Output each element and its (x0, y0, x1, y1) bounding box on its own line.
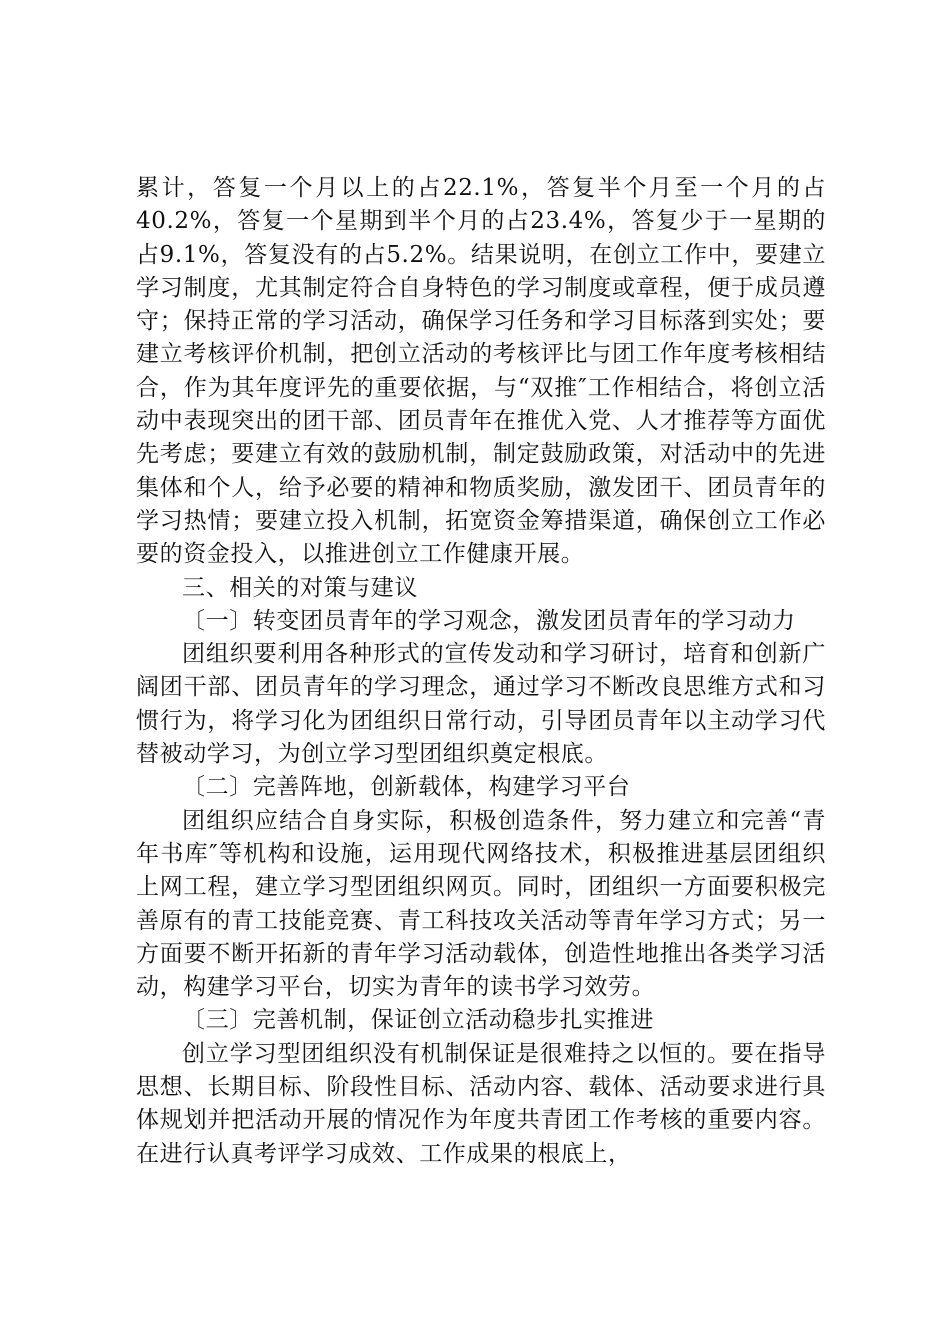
body-paragraph-3: 创立学习型团组织没有机制保证是很难持之以恒的。要在指导思想、长期目标、阶段性目标、活动内容、载体、活动要求进行具体规划并把活动开展的情况作为年度共青团工作考核的重要内容。在进行认真考评学习成效、工作成果的根底上， (136, 1040, 826, 1167)
subsection-heading-1: 〔一〕转变团员青年的学习观念，激发团员青年的学习动力 (182, 607, 796, 634)
body-paragraph-2: 团组织应结合自身实际，积极创造条件，努力建立和完善“青年书库″等机构和设施，运用现代网络技术，积极推进基层团组织上网工程，建立学习型团组织网页。同时，团组织一方面要积极完善原有的青工技能竞赛、青工科技攻关活动等青年学习方式；另一方面要不断开拓新的青年学习活动载体，创造性地推出各类学习活动，构建学习平台，切实为青年的读书学习效劳。 (136, 807, 826, 1001)
document-page (136, 172, 826, 1171)
subsection-heading-2: 〔二〕完善阵地，创新载体，构建学习平台 (182, 774, 631, 801)
body-paragraph-continued: 累计，答复一个月以上的占22.1%，答复半个月至一个月的占40.2%，答复一个星期到半个月的占23.4%，答复少于一星期的占9.1%，答复没有的占5.2%。结果说明，在创立工作中，要建立学习制度，尤其制定符合自身特色的学习制度或章程，便于成员遵守；保持正常的学习活动，确保学习任务和学习目标落到实处；要建立考核评价机制，把创立活动的考核评比与团工作年度考核相结合，作为其年度评先的重要依据，与“双推″工作相结合，将创立活动中表现突出的团干部、团员青年在推优入党、人才推荐等方面优先考虑；要建立有效的鼓励机制，制定鼓励政策，对活动中的先进集体和个人，给予必要的精神和物质奖励，激发团干、团员青年的学习热情；要建立投入机制，拓宽资金筹措渠道，确保创立工作必要的资金投入，以推进创立工作健康开展。 (136, 175, 826, 568)
section-heading: 三、相关的对策与建议 (182, 574, 418, 601)
body-paragraph-1: 团组织要利用各种形式的宣传发动和学习研讨，培育和创新广阔团干部、团员青年的学习理念，通过学习不断改良思维方式和习惯行为，将学习化为团组织日常行动，引导团员青年以主动学习代替被动学习，为创立学习型团组织奠定根底。 (136, 641, 826, 768)
subsection-heading-3: 〔三〕完善机制，保证创立活动稳步扎实推进 (182, 1007, 654, 1034)
